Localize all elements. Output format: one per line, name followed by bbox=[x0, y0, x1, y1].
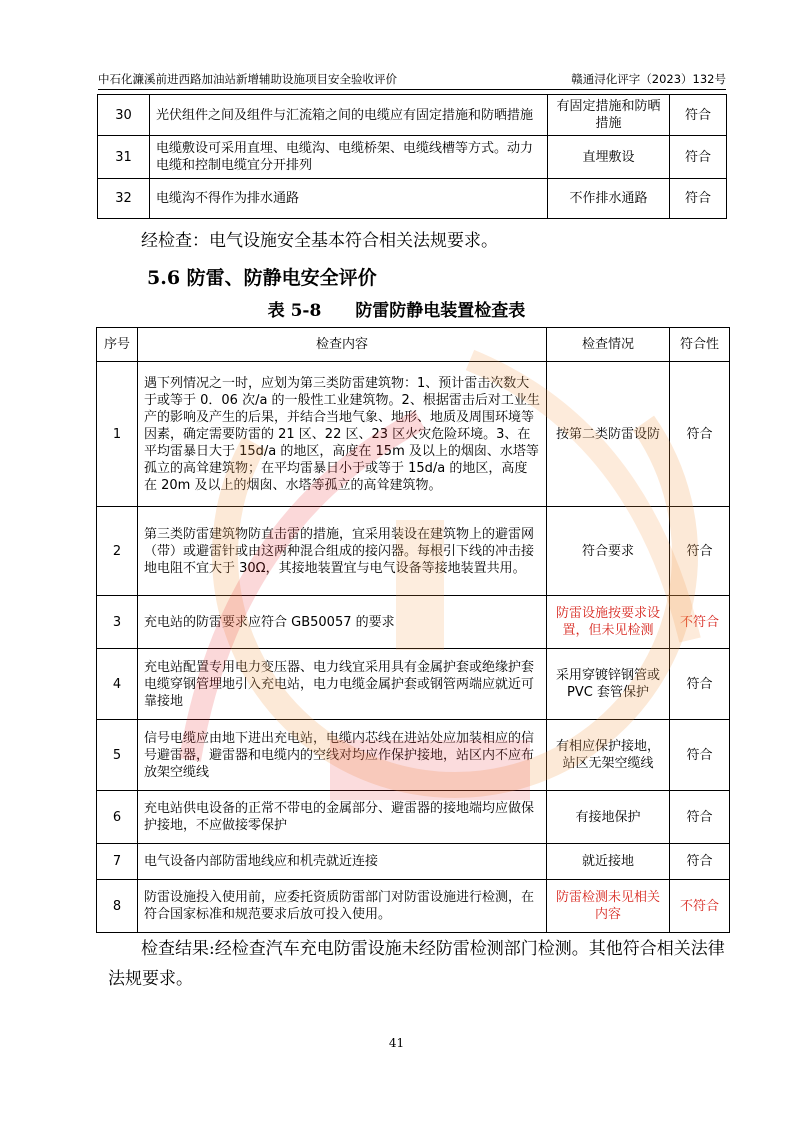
row-serial-no: 3 bbox=[97, 596, 138, 649]
table-caption-number: 表 5-8 bbox=[267, 301, 322, 321]
header-check-content: 检查内容 bbox=[138, 328, 547, 362]
lightning-summary: 检查结果:经检查汽车充电防雷设施未经防雷检测部门检测。其他符合相关法律法规要求。 bbox=[108, 939, 725, 989]
table-row bbox=[98, 179, 727, 219]
row-conformity: 符合 bbox=[670, 136, 727, 179]
row-check-result: 有固定措施和防晒措施 bbox=[548, 95, 670, 136]
row-check-content: 第三类防雷建筑物防直击雷的措施，宜采用装设在建筑物上的避雷网（带）或避雷针或由这两种混合组成的接闪器。每根引下线的冲击接地电阻不宜大于 30Ω，其接地装置宜与电气设备等接地装置共用。 bbox=[138, 507, 547, 596]
row-check-content: 充电站的防雷要求应符合 GB50057 的要求 bbox=[138, 596, 547, 649]
page-header bbox=[98, 70, 726, 88]
table-row bbox=[98, 136, 727, 179]
row-check-result: 就近接地 bbox=[547, 844, 670, 880]
header-conformity: 符合性 bbox=[670, 328, 730, 362]
row-conformity: 符合 bbox=[670, 362, 730, 507]
row-conformity: 符合 bbox=[670, 179, 727, 219]
table-row bbox=[97, 596, 730, 649]
row-serial-no: 4 bbox=[97, 649, 138, 720]
row-serial-no: 2 bbox=[97, 507, 138, 596]
row-conformity: 符合 bbox=[670, 791, 730, 844]
table-row bbox=[97, 720, 730, 791]
row-serial-no: 8 bbox=[97, 880, 138, 933]
row-check-content: 遇下列情况之一时，应划为第三类防雷建筑物：1、预计雷击次数大于或等于 0．06 次/a 的一般性工业建筑物。2、根据雷击后对工业生产的影响及产生的后果，并结合当地气象、地形、地质及周围环境等因素，确定需要防雷的 21 区、22 区、23 区火灾危险环境。3、在平均雷暴日大于 15d/a 的地区，高度在 15m 及以上的烟囱、水塔等孤立的高耸建筑物；在平均雷暴日小于或等于 15d/a 的地区，高度在 20m 及以上的烟囱、水塔等孤立的高耸建筑物。 bbox=[138, 362, 547, 507]
row-serial-no: 1 bbox=[97, 362, 138, 507]
row-check-result: 防雷检测未见相关内容 bbox=[547, 880, 670, 933]
table-row bbox=[97, 880, 730, 933]
row-check-result: 有接地保护 bbox=[547, 791, 670, 844]
section-title: 5.6 防雷、防静电安全评价 bbox=[147, 267, 377, 289]
row-check-content: 电缆敷设可采用直埋、电缆沟、电缆桥架、电缆线槽等方式。动力电缆和控制电缆宜分开排列 bbox=[150, 136, 548, 179]
row-check-result: 不作排水通路 bbox=[548, 179, 670, 219]
electrical-check-table-continued bbox=[97, 94, 727, 219]
row-check-result: 有相应保护接地，站区无架空缆线 bbox=[547, 720, 670, 791]
row-serial-no: 32 bbox=[98, 179, 150, 219]
row-conformity: 符合 bbox=[670, 720, 730, 791]
header-rule bbox=[98, 89, 726, 90]
row-check-result: 直埋敷设 bbox=[548, 136, 670, 179]
row-check-content: 防雷设施投入使用前，应委托资质防雷部门对防雷设施进行检测，在符合国家标准和规范要求后放可投入使用。 bbox=[138, 880, 547, 933]
row-check-content: 充电站配置专用电力变压器、电力线宜采用具有金属护套或绝缘护套电缆穿钢管埋地引入充电站，电力电缆金属护套或钢管两端应就近可靠接地 bbox=[138, 649, 547, 720]
header-project-title: 中石化濂溪前进西路加油站新增辅助设施项目安全验收评价 bbox=[98, 72, 397, 86]
row-conformity: 符合 bbox=[670, 507, 730, 596]
table-row bbox=[97, 649, 730, 720]
row-conformity: 不符合 bbox=[670, 596, 730, 649]
row-serial-no: 6 bbox=[97, 791, 138, 844]
row-conformity: 符合 bbox=[670, 95, 727, 136]
row-check-content: 光伏组件之间及组件与汇流箱之间的电缆应有固定措施和防晒措施 bbox=[150, 95, 548, 136]
row-check-content: 电气设备内部防雷地线应和机壳就近连接 bbox=[138, 844, 547, 880]
row-conformity: 不符合 bbox=[670, 880, 730, 933]
table-caption-title: 防雷防静电装置检查表 bbox=[355, 301, 526, 321]
electrical-summary: 经检查：电气设施安全基本符合相关法规要求。 bbox=[141, 231, 498, 251]
row-serial-no: 31 bbox=[98, 136, 150, 179]
row-check-result: 采用穿镀锌钢管或 PVC 套管保护 bbox=[547, 649, 670, 720]
header-check-result: 检查情况 bbox=[547, 328, 670, 362]
row-serial-no: 7 bbox=[97, 844, 138, 880]
table-row bbox=[97, 791, 730, 844]
row-conformity: 符合 bbox=[670, 649, 730, 720]
row-check-result: 符合要求 bbox=[547, 507, 670, 596]
header-document-number: 赣通浔化评字（2023）132号 bbox=[571, 72, 726, 86]
lightning-protection-check-table bbox=[96, 327, 730, 933]
table-caption bbox=[0, 299, 793, 323]
header-serial-no: 序号 bbox=[97, 328, 138, 362]
row-serial-no: 30 bbox=[98, 95, 150, 136]
table-header-row bbox=[97, 328, 730, 362]
row-check-content: 电缆沟不得作为排水通路 bbox=[150, 179, 548, 219]
table-row bbox=[97, 844, 730, 880]
row-serial-no: 5 bbox=[97, 720, 138, 791]
row-check-result: 按第二类防雷设防 bbox=[547, 362, 670, 507]
row-check-content: 充电站供电设备的正常不带电的金属部分、避雷器的接地端均应做保护接地，不应做接零保护 bbox=[138, 791, 547, 844]
row-check-result: 防雷设施按要求设置，但未见检测 bbox=[547, 596, 670, 649]
row-conformity: 符合 bbox=[670, 844, 730, 880]
table-row bbox=[97, 362, 730, 507]
row-check-content: 信号电缆应由地下进出充电站，电缆内芯线在进站处应加装相应的信号避雷器，避雷器和电缆内的空线对均应作保护接地，站区内不应布放架空缆线 bbox=[138, 720, 547, 791]
table-row bbox=[97, 507, 730, 596]
table-row bbox=[98, 95, 727, 136]
page-number: 41 bbox=[388, 1036, 405, 1050]
